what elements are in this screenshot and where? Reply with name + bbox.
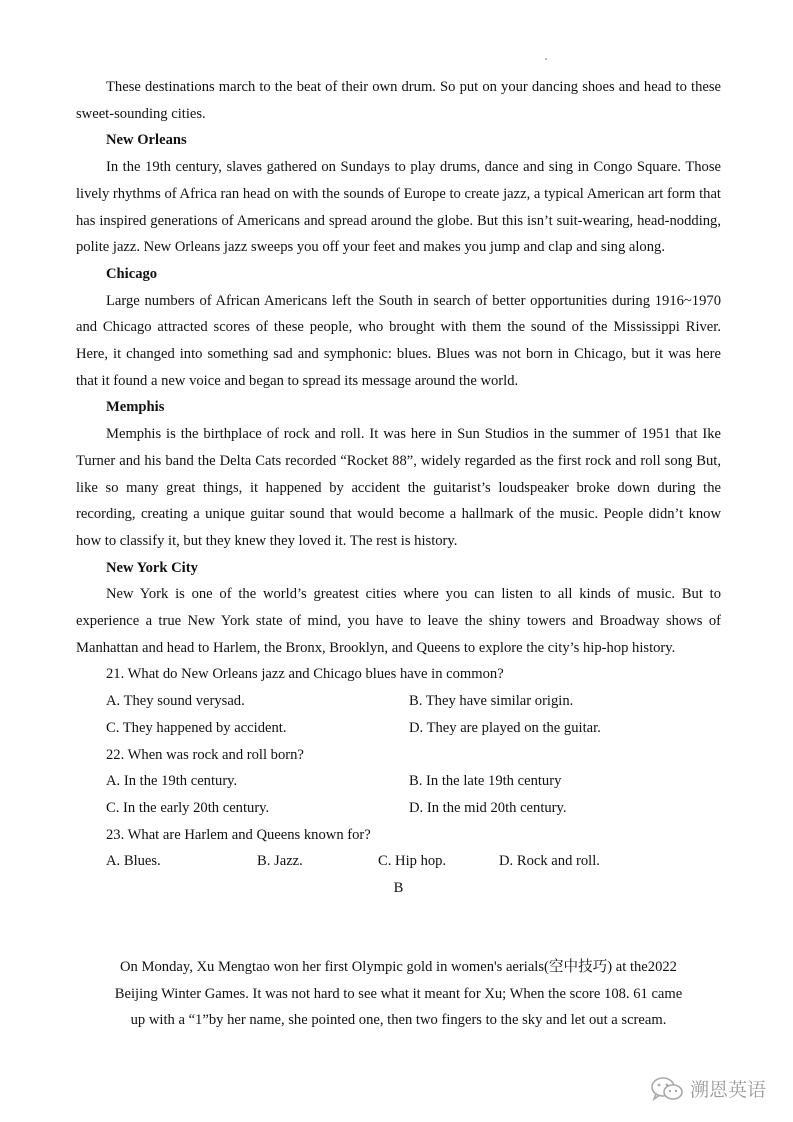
question-23-option-d: D. Rock and roll.	[499, 853, 600, 870]
intro-paragraph: These destinations march to the beat of their own drum. So put on your dancing shoes and head to these sweet-sounding cities.	[76, 79, 721, 122]
watermark	[650, 1075, 766, 1102]
question-23-stem: 23. What are Harlem and Queens known for?	[106, 826, 371, 843]
question-21-option-c: C. They happened by accident.	[106, 719, 287, 736]
question-22-options-row-2	[76, 795, 721, 822]
question-22-stem: 22. When was rock and roll born?	[106, 746, 304, 763]
section-body-chicago: Large numbers of African Americans left the South in search of better opportunities during 1916~1970 and Chicago attracted scores of these people, who brought with them the sound of the Mississippi River. Here, it changed into something sad and symphonic: blues. Blues was not born in Chicago, but it was here that it found a new voice and began to spread its message around the world.	[76, 292, 721, 389]
question-23-option-b: B. Jazz.	[257, 853, 303, 870]
watermark-text: 溯恩英语	[690, 1079, 767, 1101]
section-body-new-york: New York is one of the world’s greatest cities where you can listen to all kinds of music. But to experience a true New York state of mind, you have to leave the shiny towers and Broadway shows of Manhattan and head to Harlem, the Bronx, Brooklyn, and Queens to explore the city’s hip-hop history.	[76, 586, 721, 656]
question-21-option-b: B. They have similar origin.	[409, 693, 574, 710]
section-heading-new-orleans: New Orleans	[106, 132, 187, 149]
question-23-option-a: A. Blues.	[106, 853, 161, 870]
section-heading-memphis: Memphis	[106, 399, 165, 416]
question-21-stem: 21. What do New Orleans jazz and Chicago blues have in common?	[106, 666, 504, 683]
question-21-options-row-2	[76, 715, 721, 742]
passage-b-line-2: Beijing Winter Games. It was not hard to see what it meant for Xu; When the score 108. 61 came	[114, 985, 683, 1002]
section-body-new-orleans: In the 19th century, slaves gathered on Sundays to play drums, dance and sing in Congo Square. Those lively rhythms of Africa ran head on with the sounds of Europe to create jazz, a typical American art form that has inspired generations of Americans and spread around the globe. But this isn’t suit-wearing, head-nodding, polite jazz. New Orleans jazz sweeps you off your feet and makes you jump and clap and sing along.	[76, 159, 721, 256]
question-23-options	[76, 848, 721, 875]
question-22-options-row-1	[76, 768, 721, 795]
question-21-option-a: A. They sound verysad.	[106, 693, 245, 710]
passage-b-line-1: On Monday, Xu Mengtao won her first Olympic gold in women's aerials(空中技巧) at the2022	[120, 959, 677, 975]
passage-a	[76, 74, 721, 902]
question-21-option-d: D. They are played on the guitar.	[409, 719, 601, 736]
question-22-option-d: D. In the mid 20th century.	[409, 799, 567, 816]
section-b-label: B	[393, 880, 404, 897]
section-heading-chicago: Chicago	[106, 265, 158, 282]
question-22-option-b: B. In the late 19th century	[409, 773, 562, 790]
wechat-icon	[650, 1076, 684, 1102]
section-heading-new-york: New York City	[106, 559, 198, 576]
passage-b-line-3: up with a “1”by her name, she pointed one, then two fingers to the sky and let out a scream.	[130, 1012, 667, 1029]
question-23-option-c: C. Hip hop.	[378, 853, 447, 870]
question-21-options-row-1	[76, 688, 721, 715]
section-body-memphis: Memphis is the birthplace of rock and roll. It was here in Sun Studios in the summer of 1951 that Ike Turner and his band the Delta Cats recorded “Rocket 88”, widely regarded as the first rock and roll song But, like so many great things, it happened by accident the guitarist’s loudspeaker broke down during the recording, creating a unique guitar sound that would become a hallmark of the music. People didn’t know how to classify it, but they knew they loved it. The rest is history.	[76, 426, 721, 549]
question-22-option-a: A. In the 19th century.	[106, 773, 238, 790]
question-22-option-c: C. In the early 20th century.	[106, 799, 270, 816]
scan-speck	[545, 58, 547, 60]
passage-b	[76, 954, 721, 1034]
